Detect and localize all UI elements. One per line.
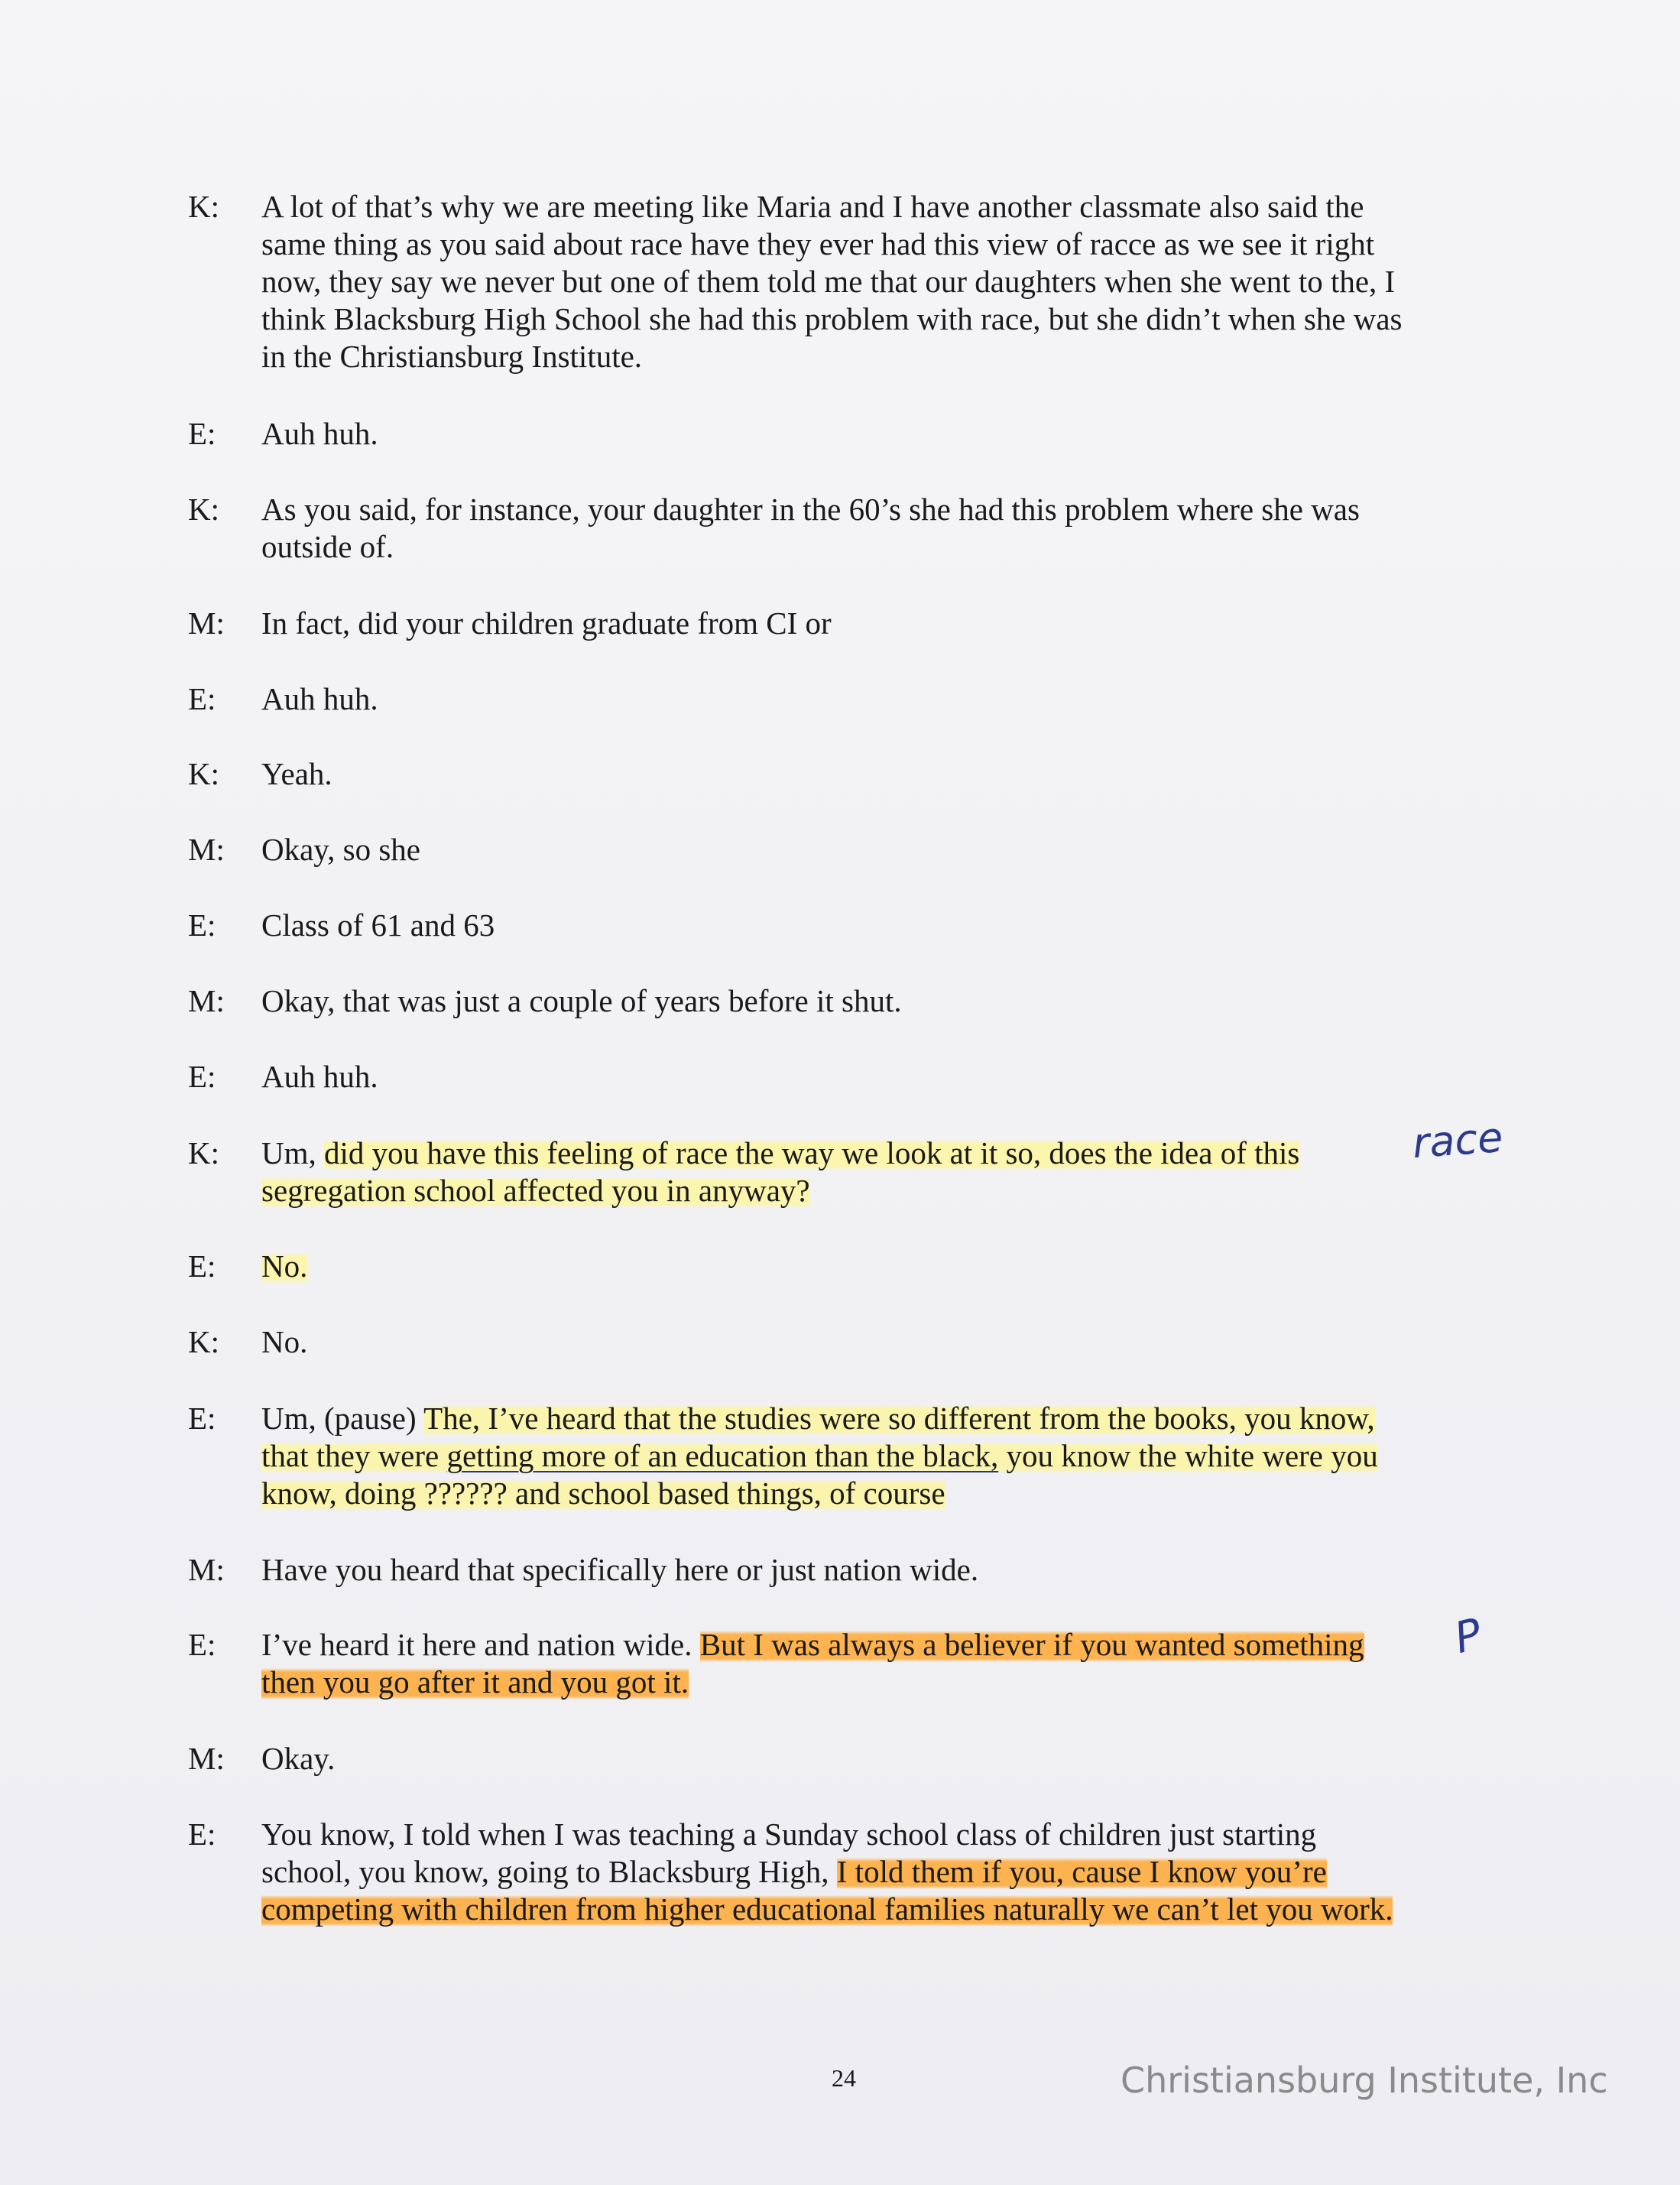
text-line: Okay, that was just a couple of years before it shut. — [261, 983, 902, 1018]
text-line: Class of 61 and 63 — [261, 907, 495, 943]
yellow-highlight: know, doing ?????? and school based things, of course — [261, 1476, 945, 1511]
orange-highlight: But I was always a believer if you wanted something — [699, 1627, 1364, 1662]
text-line: in the Christiansburg Institute. — [261, 339, 643, 374]
text-line — [261, 1664, 1515, 1701]
speaker-label: M: — [188, 1552, 225, 1587]
entry-text — [261, 491, 1515, 566]
text-line: Have you heard that specifically here or just nation wide. — [261, 1552, 979, 1587]
entry-text — [261, 1626, 1515, 1701]
speaker-label: K: — [188, 492, 219, 527]
text-line: Okay. — [261, 1741, 336, 1776]
text-line: You know, I told when I was teaching a Sunday school class of children just starting — [261, 1817, 1317, 1852]
speaker-label: M: — [188, 606, 225, 641]
entry-text — [261, 1816, 1515, 1928]
text-line: same thing as you said about race have they ever had this view of racce as we see it right — [261, 226, 1375, 261]
yellow-highlight: that they were — [261, 1438, 447, 1473]
text-line — [261, 1172, 1515, 1209]
yellow-highlight: No. — [261, 1248, 308, 1284]
text-line: As you said, for instance, your daughter in the 60’s she had this problem where she was — [261, 492, 1360, 527]
text-line: Okay, so she — [261, 832, 421, 867]
text-segment: Um, (pause) — [261, 1401, 424, 1436]
text-line: No. — [261, 1324, 308, 1359]
text-line — [261, 1135, 1515, 1172]
speaker-label: E: — [188, 1248, 216, 1284]
orange-highlight: then you go after it and you got it. — [261, 1664, 689, 1700]
watermark-text: Christiansburg Institute, Inc — [1121, 2060, 1608, 2101]
speaker-label: E: — [188, 1817, 216, 1852]
text-line — [261, 1891, 1515, 1928]
yellow-highlight: segregation school affected you in anyway? — [261, 1173, 810, 1208]
text-segment: school, you know, going to Blacksburg High, — [261, 1854, 837, 1889]
entry-text — [261, 1400, 1515, 1512]
speaker-label: K: — [188, 1324, 219, 1359]
text-line: now, they say we never but one of them told me that our daughters when she went to the, I — [261, 264, 1396, 299]
entry-text — [261, 605, 1515, 642]
speaker-label: E: — [188, 1059, 216, 1094]
text-line: outside of. — [261, 529, 394, 564]
entry-text — [261, 1323, 1515, 1361]
text-line — [261, 1437, 1515, 1475]
entry-text — [261, 1551, 1515, 1589]
orange-highlight: I told them if you, cause I know you’re — [836, 1854, 1327, 1889]
text-line — [261, 1400, 1515, 1437]
entry-text — [261, 1740, 1515, 1778]
text-segment: I’ve heard it here and nation wide. — [261, 1627, 700, 1662]
speaker-label: M: — [188, 983, 225, 1018]
speaker-label: E: — [188, 1401, 216, 1436]
speaker-label: E: — [188, 907, 216, 943]
yellow-highlight: you know the white were you — [998, 1438, 1378, 1473]
entry-text — [261, 1248, 1515, 1285]
text-segment: Um, — [261, 1135, 324, 1170]
entry-text — [261, 755, 1515, 793]
text-line: In fact, did your children graduate from CI or — [261, 606, 832, 641]
text-line — [261, 1475, 1515, 1512]
text-line: Auh huh. — [261, 681, 378, 716]
orange-highlight: competing with children from higher educational families naturally we can’t let you work. — [261, 1891, 1393, 1927]
text-line: A lot of that’s why we are meeting like Maria and I have another classmate also said the — [261, 189, 1364, 224]
text-line — [261, 1853, 1515, 1891]
speaker-label: K: — [188, 189, 219, 224]
text-line: Auh huh. — [261, 1059, 378, 1094]
speaker-label: M: — [188, 1741, 225, 1776]
text-line: Auh huh. — [261, 416, 378, 451]
text-line: think Blacksburg High School she had this problem with race, but she didn’t when she was — [261, 301, 1403, 336]
text-line — [261, 1248, 1515, 1285]
entry-text — [261, 188, 1515, 375]
underlined-highlight: getting more of an education than the black, — [446, 1438, 999, 1473]
entry-text — [261, 1058, 1515, 1096]
entry-text — [261, 982, 1515, 1020]
speaker-label: E: — [188, 681, 216, 716]
entry-text — [261, 907, 1515, 944]
yellow-highlight: did you have this feeling of race the way we look at it so, does the idea of this — [324, 1135, 1300, 1170]
handwritten-p-note: P — [1449, 1609, 1487, 1664]
speaker-label: K: — [188, 756, 219, 791]
entry-text — [261, 680, 1515, 718]
entry-text — [261, 1135, 1515, 1209]
entry-text — [261, 831, 1515, 868]
page-number: 24 — [832, 2064, 856, 2092]
speaker-label: M: — [188, 832, 225, 867]
entry-text — [261, 415, 1515, 453]
speaker-label: E: — [188, 416, 216, 451]
speaker-label: E: — [188, 1627, 216, 1662]
speaker-label: K: — [188, 1135, 219, 1170]
yellow-highlight: The, I’ve heard that the studies were so different from the books, you know, — [423, 1401, 1375, 1436]
text-line — [261, 1626, 1515, 1664]
text-line: Yeah. — [261, 756, 332, 791]
handwritten-race-note: race — [1410, 1112, 1505, 1168]
